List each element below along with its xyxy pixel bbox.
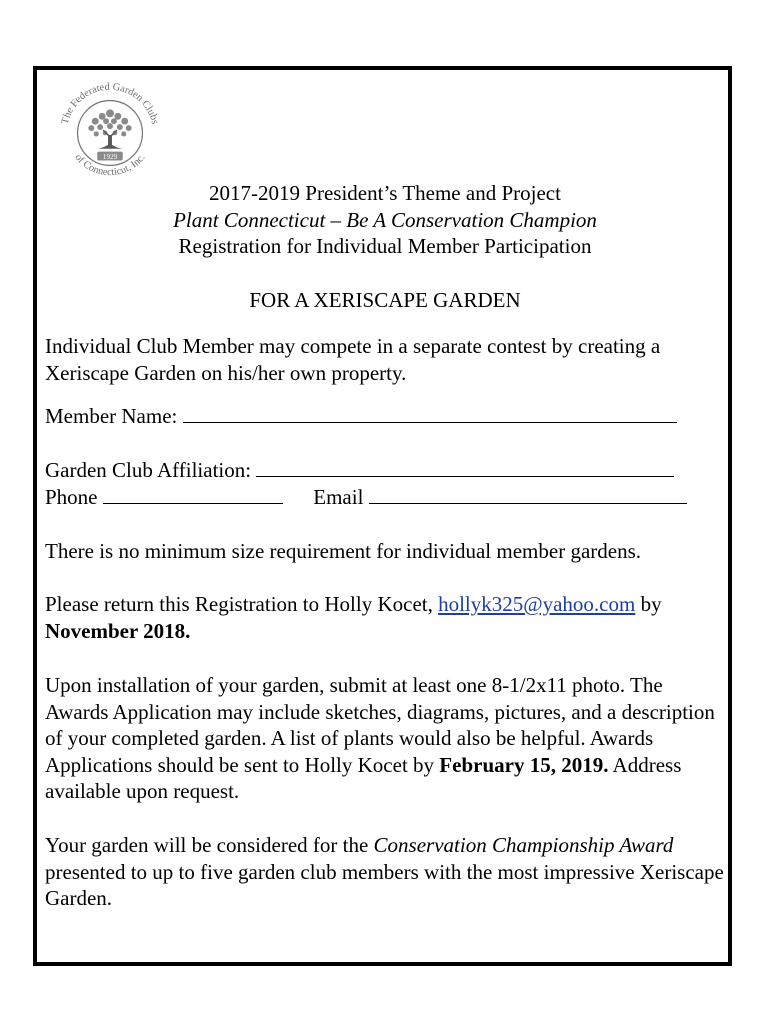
member-name-label: Member Name: — [45, 404, 178, 428]
phone-field[interactable] — [103, 485, 283, 504]
phone-label: Phone — [45, 485, 98, 509]
email-field[interactable] — [369, 485, 687, 504]
installation-text: Upon installation of your garden, submit at least one 8-1/2x11 photo. The Awards Application may include sketches, diagrams, pictures, and a description of your completed garden. A list of plants would also be helpful. Awards Applications should be sent to Holly Kocet by — [45, 673, 715, 777]
return-text: Please return this Registration to Holly Kocet, — [45, 592, 433, 616]
affiliation-row — [45, 457, 674, 483]
contact-email-link[interactable]: hollyk325@yahoo.com — [438, 592, 636, 616]
member-name-row — [45, 403, 677, 429]
header-theme: 2017-2019 President’s Theme and Project — [209, 181, 561, 205]
affiliation-label: Garden Club Affiliation: — [45, 458, 252, 482]
logo-arc-bottom-text: of Connecticut, Inc. — [72, 152, 148, 179]
installation-paragraph — [45, 672, 725, 805]
member-name-field[interactable] — [183, 404, 677, 423]
logo-arc-top-text: The Federated Garden Clubs — [59, 81, 161, 126]
size-note: There is no minimum size requirement for individual member gardens. — [45, 539, 641, 563]
award-suffix: presented to up to five garden club members with the most impressive Xeriscape Garden. — [45, 859, 724, 910]
header-project: Plant Connecticut – Be A Conservation Champion — [173, 208, 597, 232]
return-by: by — [640, 592, 662, 616]
intro-paragraph: Individual Club Member may compete in a separate contest by creating a Xeriscape Garden on his/her own property. — [45, 334, 661, 385]
award-name: Conservation Championship Award — [373, 833, 674, 857]
header-registration: Registration for Individual Member Participation — [178, 234, 592, 258]
garden-club-logo — [51, 74, 169, 192]
award-paragraph — [45, 832, 725, 912]
award-prefix: Your garden will be considered for the — [45, 833, 369, 857]
installation-tail: Address available upon request. — [45, 752, 682, 803]
affiliation-field[interactable] — [256, 458, 674, 477]
email-label: Email — [313, 485, 364, 509]
logo-year: 1929 — [102, 151, 118, 161]
return-deadline: November 2018. — [45, 618, 191, 643]
installation-deadline: February 15, 2019. — [439, 752, 609, 777]
return-paragraph — [45, 591, 725, 644]
tree-icon — [88, 109, 131, 148]
page-subtitle: FOR A XERISCAPE GARDEN — [249, 288, 521, 312]
contact-row — [45, 484, 687, 510]
